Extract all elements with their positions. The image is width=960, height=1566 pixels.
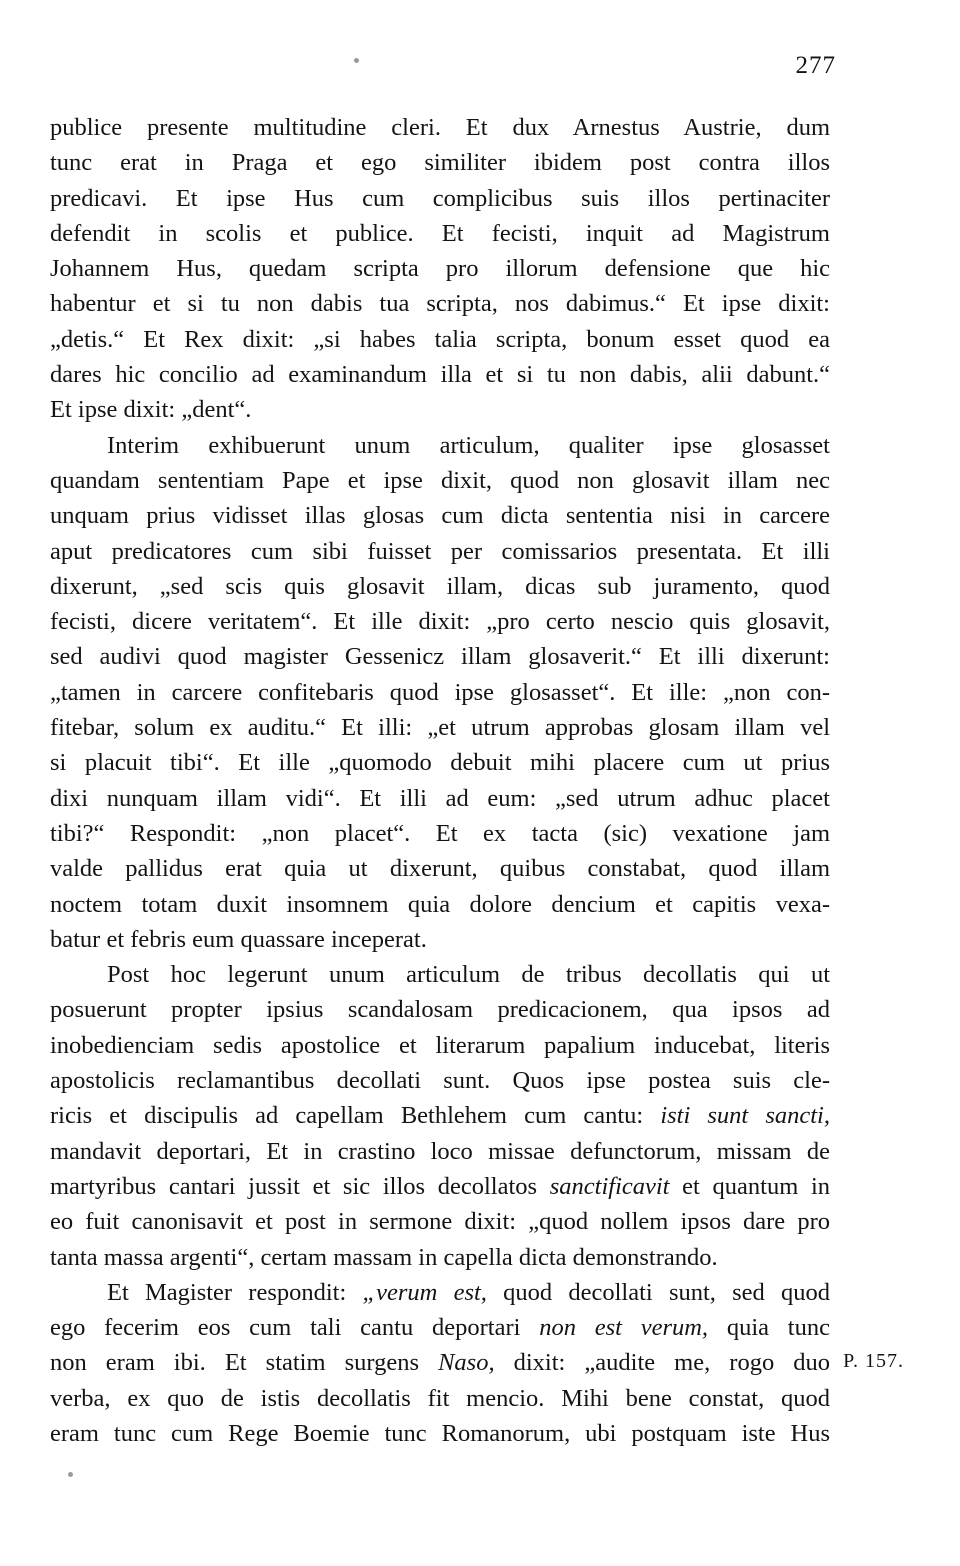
text-line: valde pallidus erat quia ut dixerunt, quibus constabat, quod illam: [50, 855, 830, 883]
text-line: batur et febris eum quassare inceperat.: [50, 925, 427, 953]
text-line: noctem totam duxit insomnem quia dolore dencium et capitis vexa-: [50, 890, 830, 918]
page-number: 277: [795, 52, 836, 79]
paragraph: [50, 957, 830, 1275]
text-line: Post hoc legerunt unum articulum de tribus decollatis qui ut: [107, 961, 830, 989]
text-line: verba, ex quo de istis decollatis fit mencio. Mihi bene constat, quod: [50, 1384, 830, 1412]
italic-segment: Naso,: [438, 1349, 495, 1377]
text-line: aput predicatores cum sibi fuisset per comissarios presentata. Et illi: [50, 537, 830, 565]
text-line: apostolicis reclamantibus decollati sunt. Quos ipse postea suis cle-: [50, 1067, 830, 1095]
text-segment: martyribus cantari jussit et sic illos decollatos: [50, 1172, 550, 1200]
text-segment: non eram ibi. Et statim surgens: [50, 1349, 439, 1377]
text-line: tunc erat in Praga et ego similiter ibidem post contra illos: [50, 149, 830, 177]
italic-segment: isti sunt sancti,: [660, 1102, 830, 1130]
paragraph: [50, 1275, 830, 1451]
text-segment: ricis et discipulis ad capellam Bethlehem cum cantu:: [50, 1102, 661, 1130]
text-line: si placuit tibi“. Et ille „quomodo debuit mihi placere cum ut prius: [50, 749, 830, 777]
text-line: publice presente multitudine cleri. Et dux Arnestus Austrie, dum: [50, 114, 830, 141]
text-line: defendit in scolis et publice. Et fecisti, inquit ad Magistrum: [50, 219, 830, 247]
text-line: predicavi. Et ipse Hus cum complicibus suis illos pertinaciter: [50, 184, 830, 212]
text-line: fitebar, solum ex auditu.“ Et illi: „et utrum approbas glosam illam vel: [50, 714, 830, 742]
text-line: [50, 1275, 830, 1310]
text-line: sed audivi quod magister Gessenicz illam glosaverit.“ Et illi dixerunt:: [50, 643, 830, 671]
text-line: dares hic concilio ad examinandum illa et si tu non dabis, alii dabunt.“: [50, 361, 830, 389]
text-line: unquam prius vidisset illas glosas cum dicta sententia nisi in carcere: [50, 502, 830, 530]
text-segment: quia tunc: [708, 1314, 830, 1342]
text-segment: ego fecerim eos cum tali cantu deportari: [50, 1314, 540, 1342]
text-line: „detis.“ Et Rex dixit: „si habes talia scripta, bonum esset quod ea: [50, 325, 830, 353]
margin-note: P. 157.: [843, 1350, 904, 1373]
text-line: dixi nunquam illam vidi“. Et illi ad eum: „sed utrum adhuc placet: [50, 784, 830, 812]
text-line: eo fuit canonisavit et post in sermone dixit: „quod nollem ipsos dare pro: [50, 1208, 830, 1236]
text-line: fecisti, dicere veritatem“. Et ille dixit: „pro certo nescio quis glosavit,: [50, 608, 830, 636]
text-line: [50, 1345, 830, 1380]
text-line: [50, 1169, 830, 1204]
text-line: quandam sententiam Pape et ipse dixit, quod non glosavit illam nec: [50, 466, 830, 494]
text-line: eram tunc cum Rege Boemie tunc Romanorum, ubi postquam iste Hus: [50, 1419, 830, 1447]
paragraph: [50, 428, 830, 957]
text-line: inobedienciam sedis apostolice et literarum papalium inducebat, literis: [50, 1031, 830, 1059]
text-line: [50, 1098, 830, 1133]
paragraph: [50, 110, 830, 428]
text-line: [50, 1310, 830, 1345]
text-line: mandavit deportari, Et in crastino loco missae defunctorum, missam de: [50, 1137, 830, 1165]
italic-segment: non est verum,: [539, 1314, 709, 1342]
scan-speck-bottom: [68, 1472, 73, 1477]
text-line: tanta massa argenti“, certam massam in capella dicta demonstrando.: [50, 1243, 718, 1271]
text-line: tibi?“ Respondit: „non placet“. Et ex tacta (sic) vexatione jam: [50, 819, 830, 847]
text-segment: et quantum in: [669, 1172, 830, 1200]
body-text: [50, 110, 830, 1451]
text-segment: quod decollati sunt, sed quod: [486, 1278, 830, 1306]
text-line: Johannem Hus, quedam scripta pro illorum defensione que hic: [50, 255, 830, 283]
scan-speck-top: [354, 58, 359, 63]
italic-segment: „verum est,: [362, 1278, 487, 1306]
text-line: „tamen in carcere confitebaris quod ipse glosasset“. Et ille: „non con-: [50, 678, 830, 706]
text-line: habentur et si tu non dabis tua scripta, nos dabimus.“ Et ipse dixit:: [50, 290, 830, 318]
text-segment: Et Magister respondit:: [107, 1278, 363, 1306]
text-segment: dixit: „audite me, rogo duo: [494, 1349, 830, 1377]
text-line: Et ipse dixit: „dent“.: [50, 396, 252, 424]
text-line: Interim exhibuerunt unum articulum, qualiter ipse glosasset: [107, 431, 830, 459]
italic-segment: sanctificavit: [549, 1172, 670, 1200]
text-line: posuerunt propter ipsius scandalosam predicacionem, qua ipsos ad: [50, 996, 830, 1024]
text-line: dixerunt, „sed scis quis glosavit illam, dicas sub juramento, quod: [50, 572, 830, 600]
